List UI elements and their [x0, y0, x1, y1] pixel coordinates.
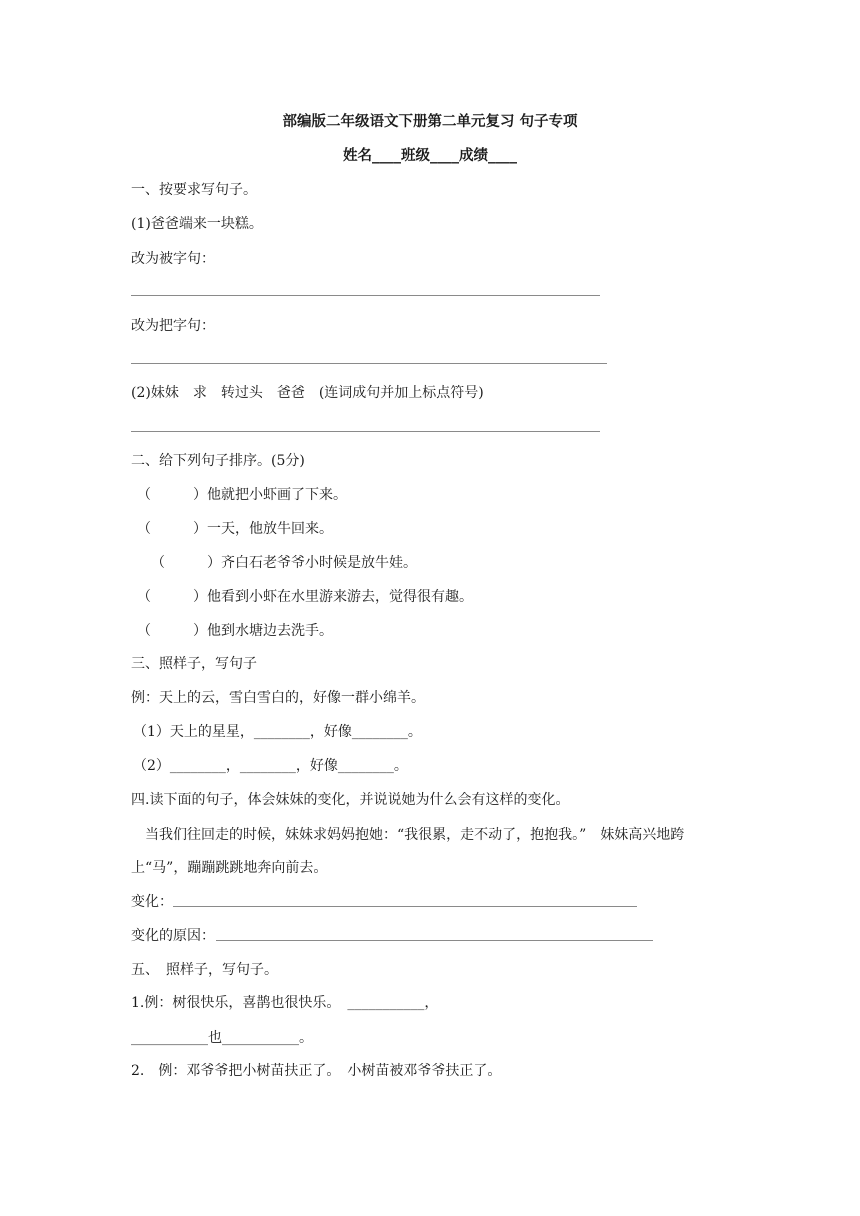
answer-line-word-order[interactable]	[131, 431, 600, 432]
order-item-3: （ ）齐白石老爷爷小时候是放牛娃。	[151, 555, 417, 571]
section1-heading: 一、按要求写句子。	[131, 182, 257, 198]
section1-q2: (2)妹妹 求 转过头 爸爸 (连词成句并加上标点符号)	[131, 385, 484, 401]
section5-heading: 五、 照样子，写句子。	[131, 962, 278, 978]
section5-q1-line1: 1.例：树很快乐，喜鹊也很快乐。 ___________，	[131, 995, 439, 1011]
answer-line-change[interactable]	[173, 906, 637, 907]
section4-passage-line2: 上“马”，蹦蹦跳跳地奔向前去。	[131, 860, 328, 876]
order-item-4: （ ）他看到小虾在水里游来游去，觉得很有趣。	[137, 589, 473, 605]
section3-heading: 三、照样子，写句子	[131, 656, 257, 672]
section4-heading: 四.读下面的句子，体会妹妹的变化，并说说她为什么会有这样的变化。	[131, 792, 570, 808]
reason-label: 变化的原因：	[131, 928, 215, 944]
student-info-line: 姓名____班级____成绩____	[343, 147, 517, 164]
page-title: 部编版二年级语文下册第二单元复习 句子专项	[282, 113, 578, 130]
section1-q1: (1)爸爸端来一块糕。	[131, 216, 263, 232]
order-item-1: （ ）他就把小虾画了下来。	[137, 487, 347, 503]
order-item-2: （ ）一天，他放牛回来。	[137, 521, 333, 537]
section3-example: 例：天上的云，雪白雪白的，好像一群小绵羊。	[131, 690, 425, 706]
answer-line-reason[interactable]	[216, 940, 653, 941]
ba-sentence-label: 改为把字句：	[131, 318, 215, 334]
change-label: 变化：	[131, 894, 173, 910]
order-item-5: （ ）他到水塘边去洗手。	[137, 623, 333, 639]
bei-sentence-label: 改为被字句：	[131, 251, 215, 267]
answer-line-ba[interactable]	[131, 363, 607, 364]
section3-q2: （2）________，________，好像________。	[133, 758, 408, 774]
section5-q1-line2: ___________也___________。	[131, 1030, 313, 1046]
section3-q1: （1）天上的星星，________，好像________。	[133, 724, 422, 740]
section4-passage-line1: 当我们往回走的时候，妹妹求妈妈抱她：“我很累，走不动了，抱抱我。” 妹妹高兴地跨	[145, 827, 685, 843]
section2-heading: 二、给下列句子排序。(5分)	[131, 453, 305, 469]
section5-q2: 2. 例：邓爷爷把小树苗扶正了。 小树苗被邓爷爷扶正了。	[131, 1063, 502, 1079]
answer-line-bei[interactable]	[131, 295, 600, 296]
